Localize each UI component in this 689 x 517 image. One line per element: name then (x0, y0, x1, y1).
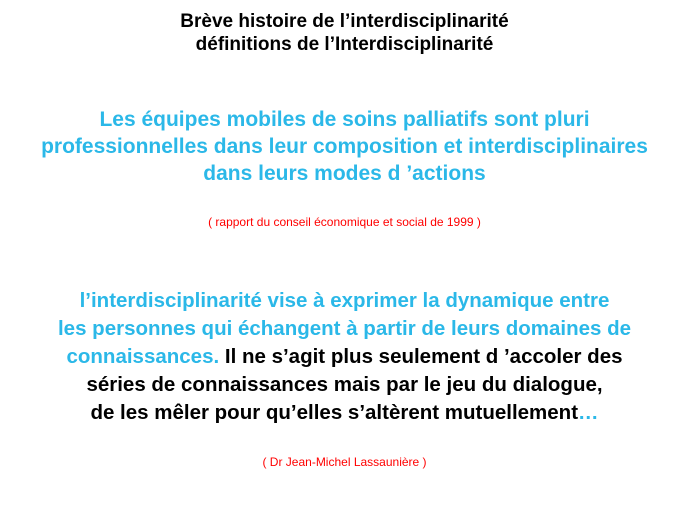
quote2-line-1: l’interdisciplinarité vise à exprimer la dynamique entre (79, 289, 610, 312)
title-line-2: définitions de l’Interdisciplinarité (195, 34, 494, 55)
quote2-line-5 (0, 399, 689, 427)
quote1-line-2: professionnelles dans leur composition et interdisciplinaires (41, 135, 648, 158)
slide-title (0, 10, 689, 56)
quote2-reference: ( Dr Jean-Michel Lassaunière ) (262, 455, 427, 469)
quote2-line-4: séries de connaissances mais par le jeu du dialogue, (86, 373, 603, 396)
quote2-ellipsis: … (578, 401, 599, 424)
quote2-line-5-text: de les mêler pour qu’elles s’altèrent mutuellement (90, 401, 579, 424)
title-line-1: Brève histoire de l’interdisciplinarité (180, 11, 509, 32)
quote1-line-3: dans leurs modes d ’actions (203, 162, 486, 185)
quote1-line-1: Les équipes mobiles de soins palliatifs sont pluri (99, 108, 590, 131)
quote2-line-3 (0, 343, 689, 371)
quote2-line-2: les personnes qui échangent à partir de leurs domaines de (57, 317, 632, 340)
palliative-care-quote (0, 106, 689, 187)
quote1-reference: ( rapport du conseil économique et social de 1999 ) (208, 215, 481, 229)
quote2-line-3-blue: connaissances. (66, 345, 220, 368)
interdisciplinarity-definition (0, 287, 689, 427)
quote2-line-3-black: Il ne s’agit plus seulement d ’accoler des (219, 345, 623, 368)
